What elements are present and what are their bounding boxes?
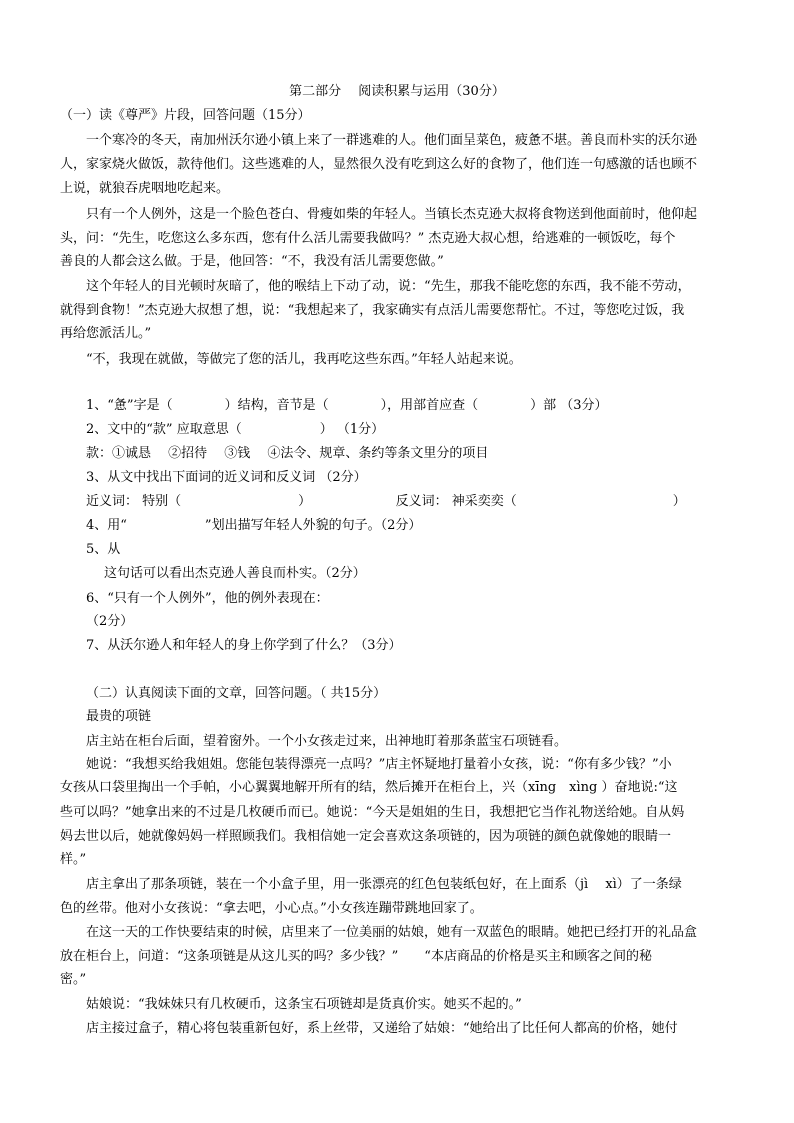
question-4: 4、用“ ”划出描写年轻人外貌的句子。（2分） — [86, 518, 422, 533]
passage2-line: 色的丝带。他对小女孩说：“拿去吧，小心点。”小女孩连蹦带跳地回家了。 — [60, 901, 483, 916]
story-title: 最贵的项链 — [86, 709, 152, 724]
passage1-line: 人，家家烧火做饭，款待他们。这些逃难的人，显然很久没有吃到这么好的食物了，他们连一句感激的话也顾不 — [60, 157, 698, 172]
passage1-line: 上说，就狼吞虎咽地吃起来。 — [60, 181, 230, 196]
passage1-line: 善良的人都会这么做。于是，他回答：“不，我没有活儿需要您做。” — [60, 254, 444, 269]
passage1-line: 只有一个人例外，这是一个脸色苍白、骨瘦如柴的年轻人。当镇长杰克逊大叔将食物送到他面前时，他仰起 — [86, 207, 698, 222]
question-6: 6、“只有一个人例外”，他的例外表现在： — [86, 591, 329, 606]
passage1-line: 再给您派活儿。” — [60, 326, 152, 341]
question-3: 3、从文中找出下面词的近义词和反义词 （2分） — [86, 470, 367, 485]
passage2-line: 她说：“我想买给我姐姐。您能包装得漂亮一点吗？”店主怀疑地打量着小女孩，说：“你有多少钱？”小 — [86, 757, 672, 772]
passage2-line: 店主拿出了那条项链，装在一个小盒子里，用一张漂亮的红色包装纸包好，在上面系（jì xì）了一条绿 — [86, 877, 682, 892]
question-7: 7、从沃尔逊人和年轻人的身上你学到了什么？（3分） — [86, 638, 402, 653]
question-5-cont: 这句话可以看出杰克逊人善良而朴实。（2分） — [104, 566, 366, 581]
question-6-score: （2分） — [86, 614, 134, 629]
passage2-line: 姑娘说：“我妹妹只有几枚硬币，这条宝石项链却是货真价实。她买不起的。” — [86, 997, 522, 1012]
passage1-line: 头，问：“先生，吃您这么多东西，您有什么活儿需要我做吗？” 杰克逊大叔心想，给逃难的一顿饭吃，每个 — [60, 231, 676, 246]
passage2-line: 密。” — [60, 972, 87, 987]
section2-heading: （二）认真阅读下面的文章，回答问题。（ 共15分） — [86, 686, 387, 701]
section-title: 第二部分 阅读积累与运用（30分） — [289, 84, 505, 99]
passage1-line: 一个寒冷的冬天，南加州沃尔逊小镇上来了一群逃难的人。他们面呈菜色，疲惫不堪。善良而朴实的沃尔逊 — [86, 133, 698, 148]
passage2-line: 在这一天的工作快要结束的时候，店里来了一位美丽的姑娘，她有一双蓝色的眼睛。她把已经打开的礼品盒 — [86, 925, 698, 940]
passage1-line: 这个年轻人的目光顿时灰暗了，他的喉结上下动了动，说：“先生，那我不能吃您的东西，我不能不劳动， — [86, 279, 691, 294]
section1-heading: （一）读《尊严》片段，回答问题（15分） — [60, 108, 311, 123]
passage2-line: 女孩从口袋里掏出一个手帕，小心翼翼地解开所有的结，然后摊开在柜台上，兴（xīng xìng ）奋地说:“这 — [60, 780, 678, 795]
question-2-options: 款：①诚恳 ②招待 ③钱 ④法令、规章、条约等条文里分的项目 — [86, 446, 489, 461]
question-5: 5、从 — [86, 542, 121, 557]
question-1: 1、“惫”字是（ ）结构，音节是（ ），用部首应查（ ）部 （3分） — [86, 398, 608, 413]
question-3-blanks: 近义词： 特别（ ） 反义词： 神采奕奕（ ） — [86, 494, 686, 509]
question-2: 2、文中的“款” 应取意思（ ） （1分） — [86, 422, 385, 437]
passage2-line: 店主站在柜台后面，望着窗外。一个小女孩走过来，出神地盯着那条蓝宝石项链看。 — [86, 734, 568, 749]
passage2-line: 些可以吗？”她拿出来的不过是几枚硬币而已。她说：“今天是姐姐的生日，我想把它当作礼物送给她。自从妈 — [60, 805, 685, 820]
passage2-line: 店主接过盒子，精心将包装重新包好，系上丝带，又递给了姑娘：“她给出了比任何人都高的价格，她付 — [86, 1021, 678, 1036]
passage2-line: 样。” — [60, 852, 87, 867]
passage2-line: 妈去世以后，她就像妈妈一样照顾我们。我相信她一定会喜欢这条项链的，因为项链的颜色就像她的眼睛一 — [60, 829, 672, 844]
passage2-line: 放在柜台上，问道：“这条项链是从这儿买的吗？多少钱？” “本店商品的价格是买主和顾客之间的秘 — [60, 949, 652, 964]
passage1-line: 就得到食物！”杰克逊大叔想了想，说：“我想起来了，我家确实有点活儿需要您帮忙。不过，等您吃过饭，我 — [60, 303, 685, 318]
passage1-line: “不，我现在就做，等做完了您的活儿，我再吃这些东西。”年轻人站起来说。 — [86, 352, 522, 367]
